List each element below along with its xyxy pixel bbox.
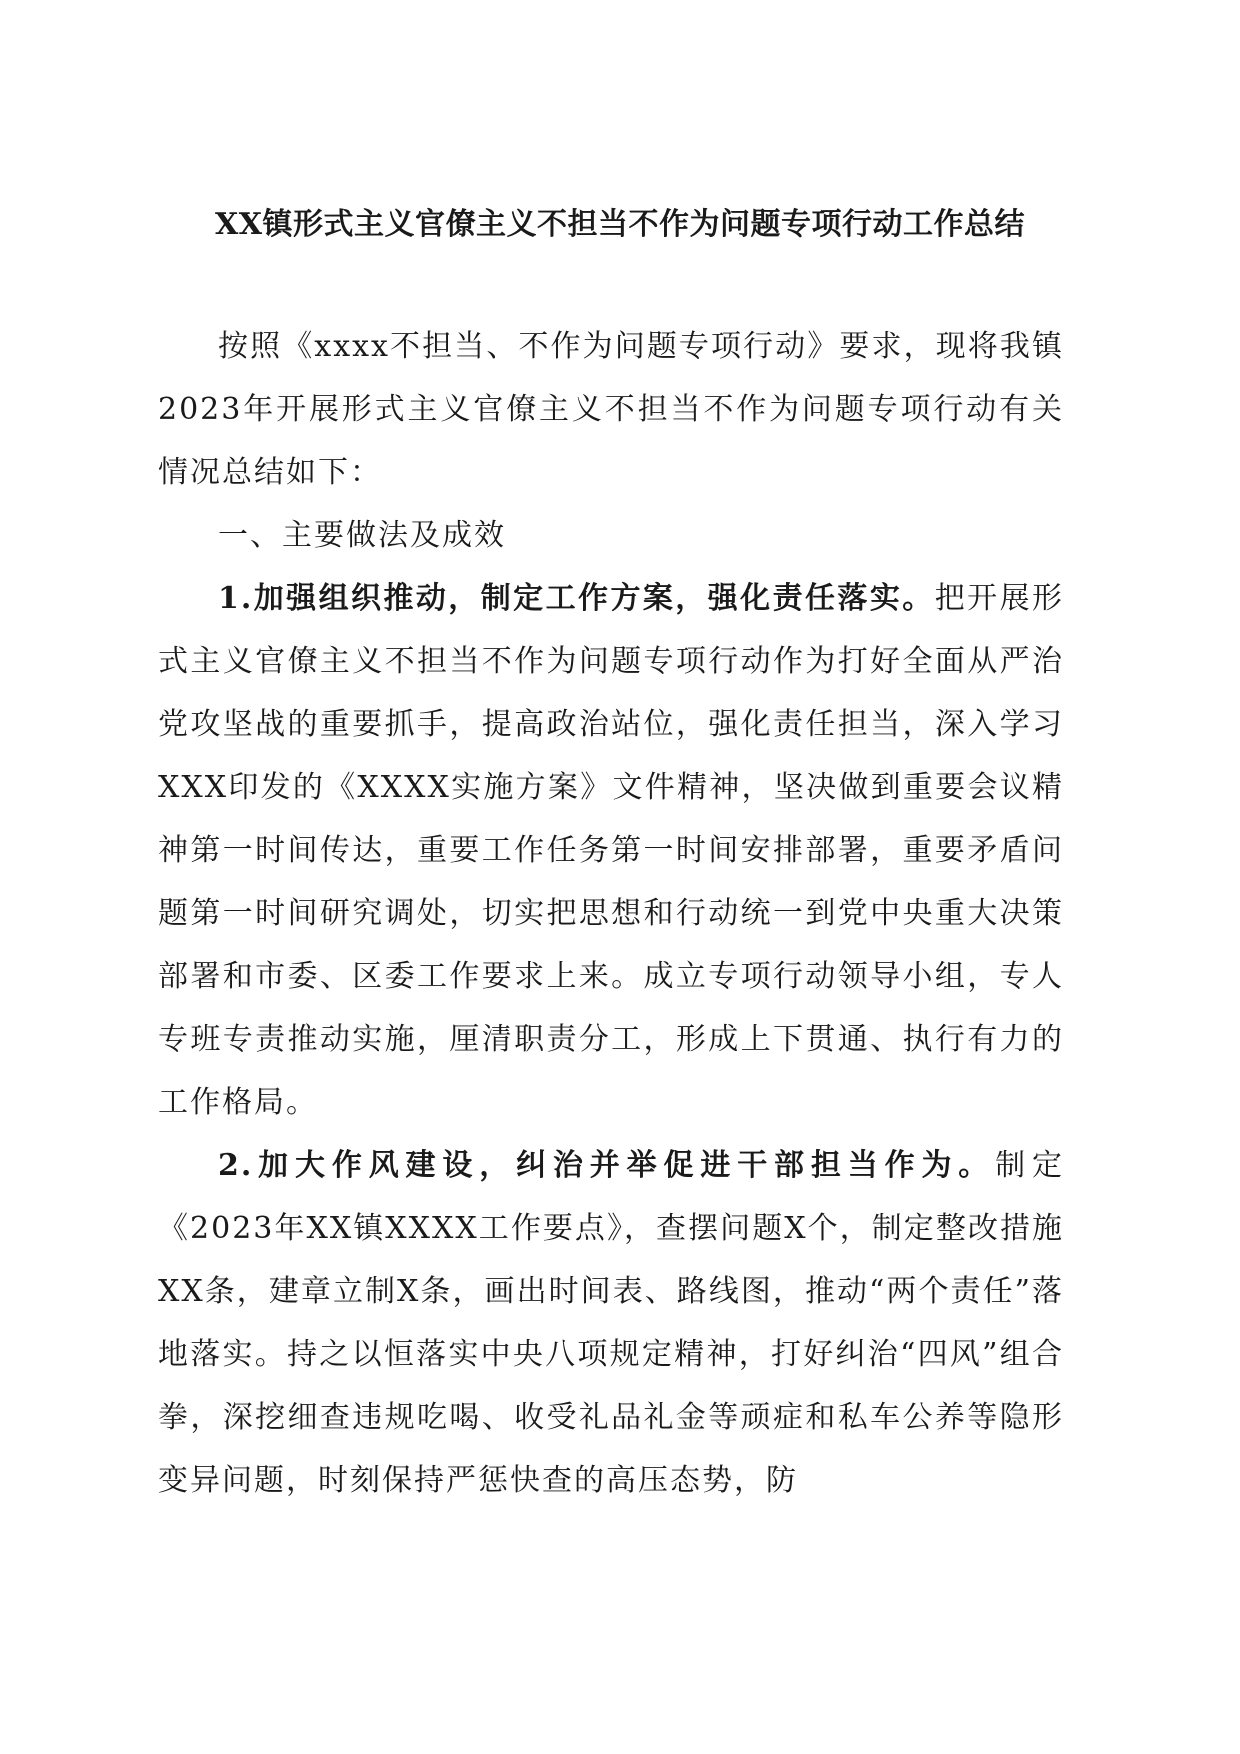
paragraph-item-2 — [158, 1134, 1064, 1512]
paragraph-text: 把开展形式主义官僚主义不担当不作为问题专项行动作为打好全面从严治党攻坚战的重要抓手，提高政治站位，强化责任担当，深入学习XXX印发的《XXXX实施方案》文件精神，坚决做到重要会议精神第一时间传达，重要工作任务第一时间安排部署，重要矛盾问题第一时间研究调处，切实把思想和行动统一到党中央重大决策部署和市委、区委工作要求上来。成立专项行动领导小组，专人专班专责推动实施，厘清职责分工，形成上下贯通、执行有力的工作格局。 — [158, 581, 1064, 1120]
document-title: XX镇形式主义官僚主义不担当不作为问题专项行动工作总结 — [214, 207, 1026, 242]
paragraph-lead: 1.加强组织推动，制定工作方案，强化责任落实。 — [218, 581, 935, 616]
paragraph-text: 制定《2023年XX镇XXXX工作要点》，查摆问题X个，制定整改措施XX条，建章立制X条，画出时间表、路线图，推动“两个责任”落地落实。持之以恒落实中央八项规定精神，打好纠治“四风”组合拳，深挖细查违规吃喝、收受礼品礼金等顽症和私车公养等隐形变异问题，时刻保持严惩快查的高压态势，防 — [158, 1148, 1064, 1498]
document-body — [158, 315, 1064, 1512]
section-heading: 一、主要做法及成效 — [218, 518, 506, 553]
intro-paragraph: 按照《xxxx不担当、不作为问题专项行动》要求，现将我镇2023年开展形式主义官僚主义不担当不作为问题专项行动有关情况总结如下： — [158, 329, 1064, 490]
paragraph-lead: 2.加大作风建设，纠治并举促进干部担当作为。 — [218, 1148, 996, 1183]
paragraph-item-1 — [158, 567, 1064, 1134]
